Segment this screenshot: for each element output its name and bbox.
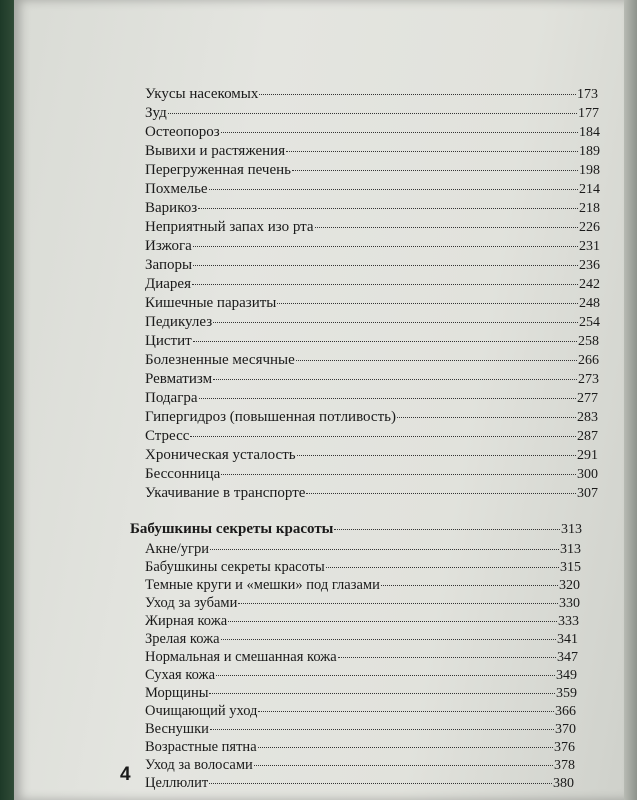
- leader-dots: [334, 529, 560, 530]
- leader-dots: [210, 729, 554, 730]
- leader-dots: [306, 493, 576, 494]
- leader-dots: [221, 132, 578, 133]
- leader-dots: [193, 246, 578, 247]
- leader-dots: [296, 360, 577, 361]
- leader-dots: [209, 189, 578, 190]
- toc-entry: Болезненные месячные 266: [145, 352, 599, 368]
- toc-entry: Цистит 258: [145, 333, 599, 349]
- page-number: 4: [120, 764, 131, 785]
- leader-dots: [326, 567, 559, 568]
- leader-dots: [213, 379, 577, 380]
- section-heading: Бабушкины секреты красоты 313: [130, 521, 582, 537]
- leader-dots: [397, 417, 576, 418]
- leader-dots: [277, 303, 578, 304]
- toc-entry: Вывихи и растяжения 189: [145, 143, 600, 159]
- leader-dots: [209, 693, 555, 694]
- toc-entry: Уход за волосами 378: [145, 757, 575, 773]
- leader-dots: [210, 549, 559, 550]
- toc-entry: Зрелая кожа 341: [145, 631, 578, 647]
- leader-dots: [216, 675, 555, 676]
- page-stack-edge: [624, 0, 637, 800]
- leader-dots: [228, 621, 557, 622]
- toc-entry: Зуд 177: [145, 105, 599, 121]
- leader-dots: [338, 657, 556, 658]
- toc-entry: Запоры 236: [145, 257, 600, 273]
- toc-entry: Похмелье 214: [145, 181, 600, 197]
- leader-dots: [190, 436, 576, 437]
- table-of-contents: [14, 0, 626, 800]
- toc-entry: Варикоз 218: [145, 200, 600, 216]
- leader-dots: [286, 151, 578, 152]
- toc-entry: Кишечные паразиты 248: [145, 295, 600, 311]
- toc-entry: Педикулез 254: [145, 314, 600, 330]
- toc-entry: Очищающий уход 366: [145, 703, 576, 719]
- toc-entry: Стресс 287: [145, 428, 598, 444]
- leader-dots: [213, 322, 578, 323]
- leader-dots: [381, 585, 558, 586]
- toc-entry: Веснушки 370: [145, 721, 576, 737]
- leader-dots: [193, 341, 577, 342]
- toc-entry: Неприятный запах изо рта 226: [145, 219, 600, 235]
- leader-dots: [259, 94, 576, 95]
- toc-entry: Уход за зубами 330: [145, 595, 580, 611]
- leader-dots: [292, 170, 578, 171]
- toc-entry: Гипергидроз (повышенная потливость) 283: [145, 409, 598, 425]
- leader-dots: [297, 455, 576, 456]
- toc-entry: Морщины 359: [145, 685, 577, 701]
- toc-entry: Укачивание в транспорте 307: [145, 485, 598, 501]
- toc-entry: Жирная кожа 333: [145, 613, 579, 629]
- leader-dots: [258, 711, 554, 712]
- toc-entry: Хроническая усталость 291: [145, 447, 598, 463]
- toc-entry: Остеопороз 184: [145, 124, 600, 140]
- toc-entry: Изжога 231: [145, 238, 600, 254]
- toc-entry: Укусы насекомых 173: [145, 86, 598, 102]
- leader-dots: [258, 747, 553, 748]
- leader-dots: [193, 265, 578, 266]
- leader-dots: [209, 783, 552, 784]
- toc-entry: Темные круги и «мешки» под глазами 320: [145, 577, 580, 593]
- leader-dots: [221, 474, 576, 475]
- leader-dots: [315, 227, 578, 228]
- toc-entry: Подагра 277: [145, 390, 598, 406]
- toc-entry: Бабушкины секреты красоты 315: [145, 559, 581, 575]
- leader-dots: [221, 639, 556, 640]
- leader-dots: [192, 284, 578, 285]
- toc-entry: Акне/угри 313: [145, 541, 581, 557]
- leader-dots: [198, 208, 578, 209]
- toc-entry: Перегруженная печень 198: [145, 162, 600, 178]
- leader-dots: [238, 603, 558, 604]
- toc-entry: Целлюлит 380: [145, 775, 574, 791]
- leader-dots: [199, 398, 577, 399]
- leader-dots: [168, 113, 577, 114]
- book-page: [14, 0, 626, 800]
- toc-entry: Возрастные пятна 376: [145, 739, 575, 755]
- toc-entry: Диарея 242: [145, 276, 600, 292]
- toc-entry: Сухая кожа 349: [145, 667, 577, 683]
- toc-entry: Бессонница 300: [145, 466, 598, 482]
- leader-dots: [254, 765, 553, 766]
- toc-entry: Нормальная и смешанная кожа 347: [145, 649, 578, 665]
- toc-entry: Ревматизм 273: [145, 371, 599, 387]
